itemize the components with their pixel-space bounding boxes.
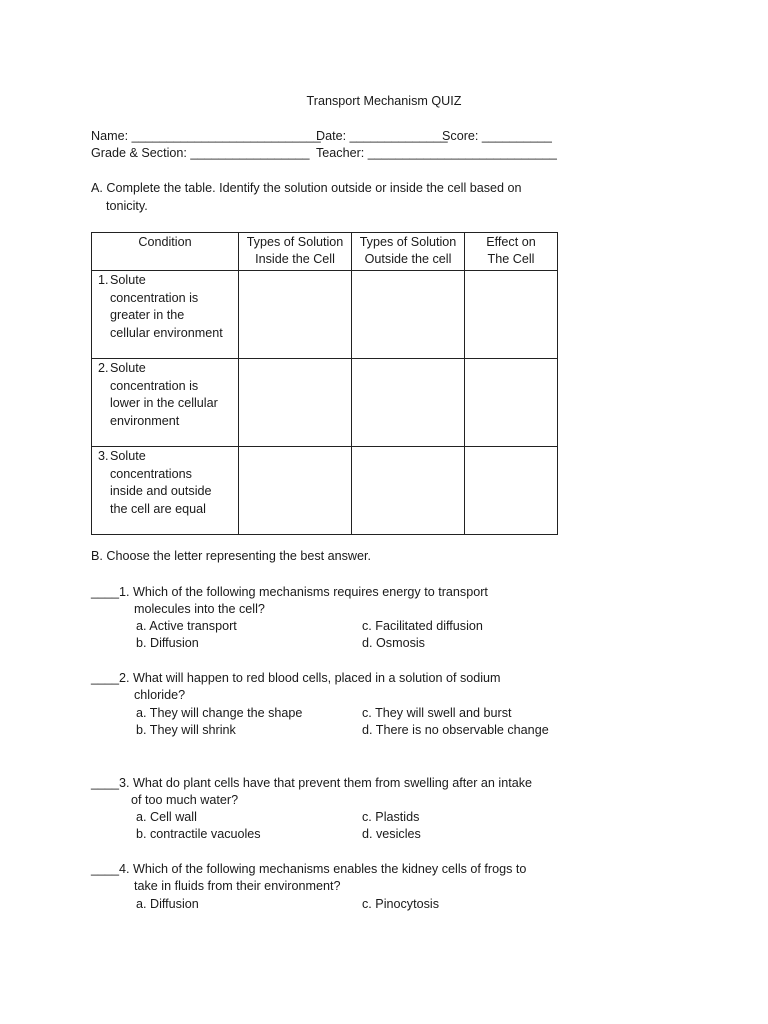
answer-cell-effect[interactable] [465, 271, 558, 359]
condition-text: Solute [110, 449, 146, 463]
question-1-cont: molecules into the cell? [134, 602, 265, 616]
q2-option-d: d. There is no observable change [362, 723, 549, 737]
answer-cell-outside[interactable] [352, 447, 465, 535]
header-inside-line1: Types of Solution [246, 235, 344, 249]
question-3: ____3. What do plant cells have that prevent them from swelling after an intake [91, 776, 533, 790]
row-number: 3. [98, 449, 109, 463]
condition-text: cellular environment [110, 325, 223, 340]
header-outside-cell [352, 233, 465, 271]
answer-cell-inside[interactable] [239, 359, 352, 447]
header-condition [92, 233, 239, 271]
q1-option-c: c. Facilitated diffusion [362, 619, 483, 633]
header-inside-cell [239, 233, 352, 271]
date-field[interactable]: Date: ______________ [316, 129, 448, 143]
header-effect-line1: Effect on [486, 235, 536, 249]
q3-option-c: c. Plastids [362, 810, 420, 824]
condition-cell [92, 359, 239, 447]
teacher-field[interactable]: Teacher: ___________________________ [316, 146, 557, 160]
answer-cell-inside[interactable] [239, 447, 352, 535]
answer-cell-inside[interactable] [239, 271, 352, 359]
header-inside-line2: Inside the Cell [255, 252, 335, 266]
table-row [92, 359, 558, 447]
q1-option-b: b. Diffusion [136, 636, 199, 650]
header-effect [465, 233, 558, 271]
question-2: ____2. What will happen to red blood cells, placed in a solution of sodium [91, 671, 501, 685]
q2-option-c: c. They will swell and burst [362, 706, 512, 720]
grade-section-field[interactable]: Grade & Section: _________________ [91, 146, 310, 160]
q4-option-a: a. Diffusion [136, 897, 199, 911]
name-field[interactable]: Name: ___________________________ [91, 129, 321, 143]
table-row [92, 447, 558, 535]
header-effect-line2: The Cell [487, 252, 535, 266]
row-number: 2. [98, 361, 109, 375]
header-outside-line2: Outside the cell [364, 252, 452, 266]
condition-text: concentration is [110, 378, 199, 393]
q3-option-b: b. contractile vacuoles [136, 827, 261, 841]
table-row [92, 271, 558, 359]
q2-option-b: b. They will shrink [136, 723, 236, 737]
condition-text: greater in the [110, 308, 185, 322]
table-header-row [92, 233, 558, 271]
header-outside-line1: Types of Solution [359, 235, 457, 249]
tonicity-table [91, 232, 558, 535]
q3-option-d: d. vesicles [362, 827, 421, 841]
answer-cell-effect[interactable] [465, 447, 558, 535]
condition-text: inside and outside [110, 484, 212, 498]
row-number: 1. [98, 273, 109, 287]
question-4: ____4. Which of the following mechanisms enables the kidney cells of frogs to [91, 862, 527, 876]
question-3-cont: of too much water? [131, 793, 239, 807]
answer-cell-outside[interactable] [352, 271, 465, 359]
condition-cell [92, 271, 239, 359]
condition-text: concentrations [110, 466, 192, 481]
question-4-cont: take in fluids from their environment? [134, 879, 341, 893]
answer-cell-effect[interactable] [465, 359, 558, 447]
condition-cell [92, 447, 239, 535]
condition-text: lower in the cellular [110, 396, 218, 410]
q1-option-a: a. Active transport [136, 619, 237, 633]
score-field[interactable]: Score: __________ [442, 129, 552, 143]
section-a-instruction: A. Complete the table. Identify the solution outside or inside the cell based on [91, 181, 522, 195]
condition-text: concentration is [110, 290, 199, 305]
section-a-instruction-cont: tonicity. [106, 199, 148, 213]
question-2-cont: chloride? [134, 688, 186, 702]
condition-text: Solute [110, 273, 146, 287]
q1-option-d: d. Osmosis [362, 636, 425, 650]
q2-option-a: a. They will change the shape [136, 706, 303, 720]
q4-option-c: c. Pinocytosis [362, 897, 439, 911]
q3-option-a: a. Cell wall [136, 810, 197, 824]
condition-text: environment [110, 413, 180, 428]
answer-cell-outside[interactable] [352, 359, 465, 447]
condition-text: Solute [110, 361, 146, 375]
condition-text: the cell are equal [110, 501, 206, 516]
header-condition-label: Condition [138, 235, 192, 249]
section-b-instruction: B. Choose the letter representing the best answer. [91, 549, 372, 563]
question-1: ____1. Which of the following mechanisms requires energy to transport [91, 585, 488, 599]
quiz-title: Transport Mechanism QUIZ [306, 94, 462, 108]
